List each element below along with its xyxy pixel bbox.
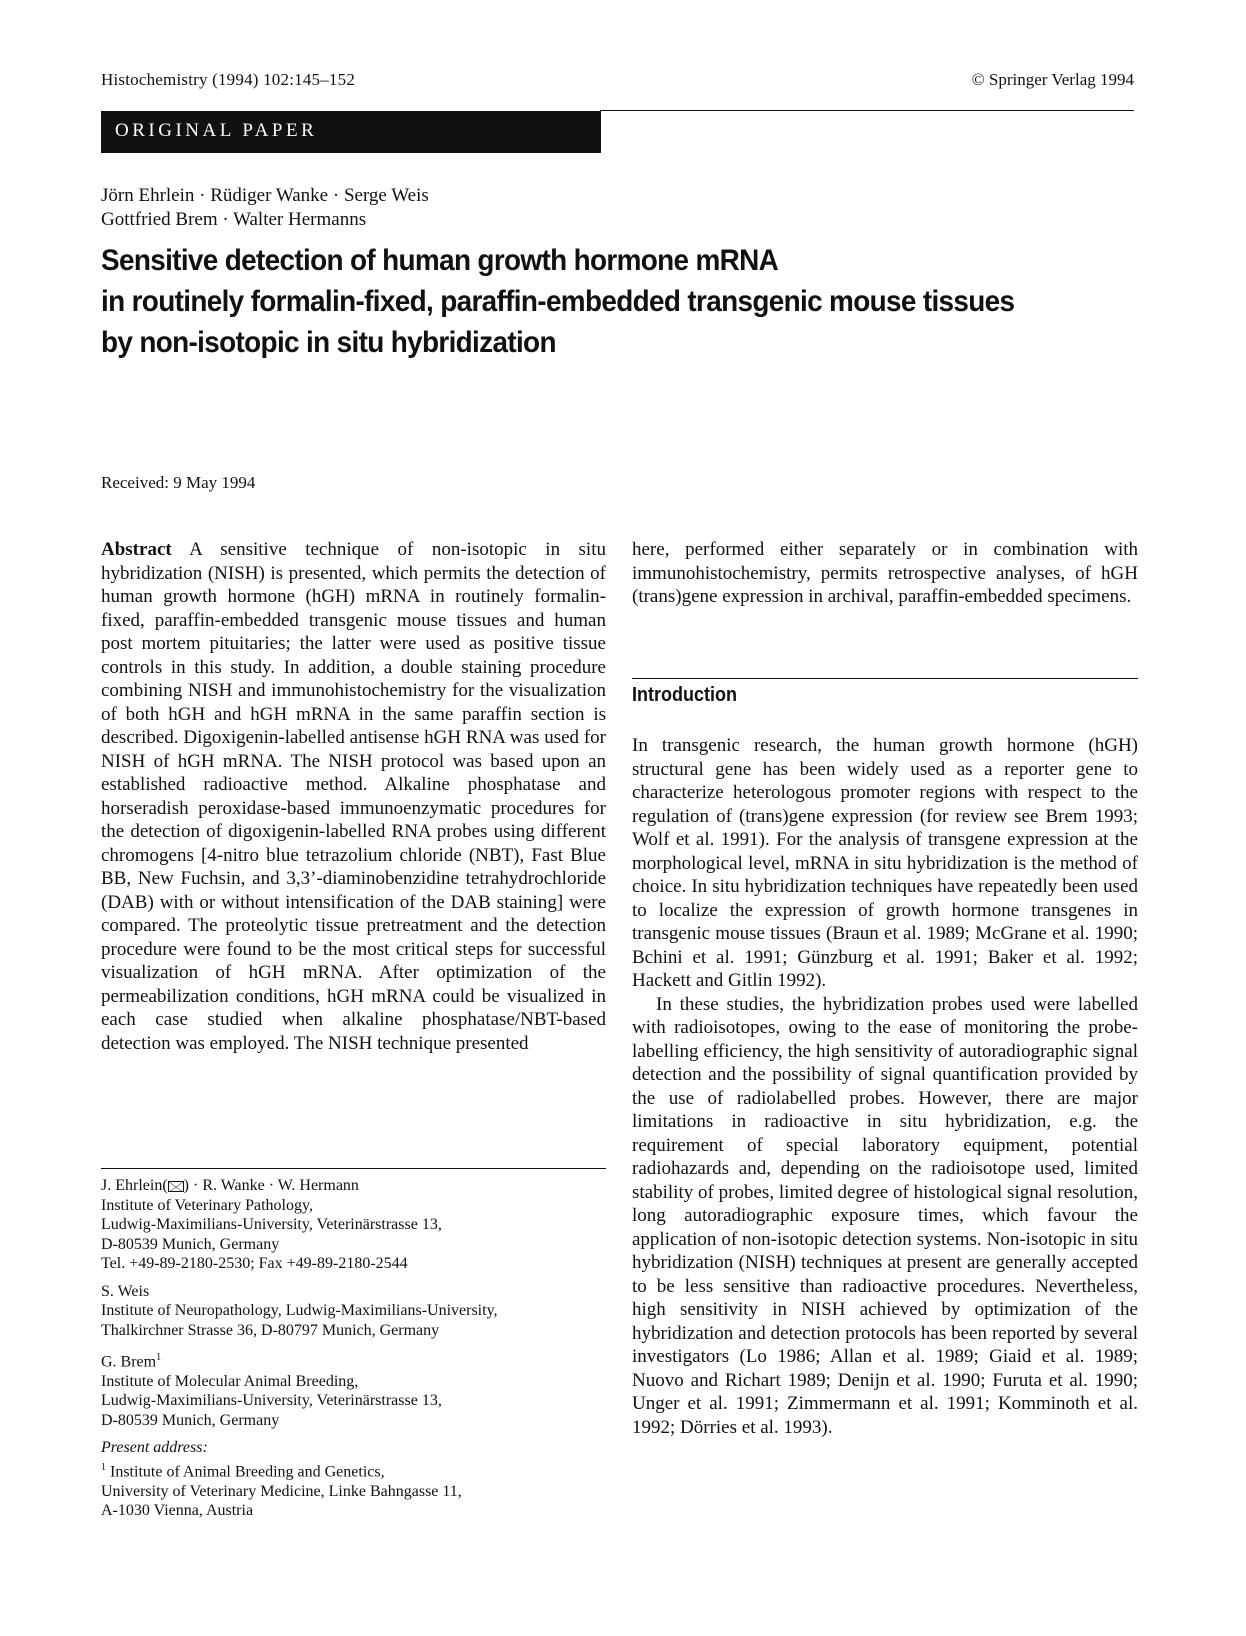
affiliation-line: Ludwig-Maximilians-University, Veterinärstrasse 13, bbox=[101, 1216, 442, 1233]
introduction-heading: Introduction bbox=[632, 684, 737, 706]
affiliation-block bbox=[101, 1176, 606, 1274]
title-line: by non-isotopic in situ hybridization bbox=[101, 326, 556, 359]
affiliations bbox=[101, 1176, 606, 1529]
header-rule bbox=[600, 110, 1134, 111]
received-date: Received: 9 May 1994 bbox=[101, 473, 256, 492]
affiliation-line: A-1030 Vienna, Austria bbox=[101, 1502, 254, 1520]
affiliation-line: Thalkirchner Strasse 36, D-80797 Munich, Germany bbox=[101, 1321, 440, 1339]
journal-citation: Histochemistry (1994) 102:145–152 bbox=[101, 70, 356, 89]
affiliation-block bbox=[101, 1282, 606, 1341]
section-rule bbox=[632, 678, 1138, 679]
article-type-banner bbox=[101, 111, 601, 153]
contact-line: Tel. +49-89-2180-2530; Fax +49-89-2180-2544 bbox=[101, 1255, 408, 1272]
affiliation-names: G. Brem$^1$ bbox=[101, 1352, 162, 1371]
envelope-icon bbox=[168, 1181, 184, 1192]
introduction-paragraph: In these studies, the hybridization probes used were labelled with radioisotopes, owing to the ease of monitoring the probe-labelling efficiency, the high sensitivity of autoradiographic signal detection and the possibility of signal quantification provided by the use of radiolabelled probes. However, there are major limitations in radioactive in situ hybridization, e.g. the requirement of special laboratory equipment, potential radiohazards and, depending on the radioisotope used, limited stability of probes, limited degree of histological signal resolution, long autoradiographic exposure times, which favour the application of non-isotopic detection systems. Non-isotopic in situ hybridization (NISH) techniques at present are generally accepted to be less sensitive than radioactive procedures. Nevertheless, high sensitivity in NISH achieved by optimization of the hybridization and detection protocols has been reported by several investigators (Lo 1986; Allan et al. 1989; Giaid et al. 1989; Nuovo and Richart 1989; Denijn et al. 1990; Furuta et al. 1990; Unger et al. 1991; Zimmermann et al. 1991; Komminoth et al. 1992; Dörries et al. 1993). bbox=[632, 993, 1138, 1438]
title-line: in routinely formalin-fixed, paraffin-embedded transgenic mouse tissues bbox=[101, 285, 1015, 318]
article-title bbox=[101, 240, 1152, 363]
affiliation-line: University of Veterinary Medicine, Linke Bahngasse 11, bbox=[101, 1482, 462, 1500]
affiliation-line: Institute of Veterinary Pathology, bbox=[101, 1196, 313, 1214]
affiliation-line: Ludwig-Maximilians-University, Veterinärstrasse 13, bbox=[101, 1392, 442, 1410]
affiliation-names: J. Ehrlein( ) · R. Wanke · W. Hermann bbox=[101, 1177, 359, 1194]
footnote-rule bbox=[101, 1168, 606, 1169]
article-type-label: ORIGINAL PAPER bbox=[115, 120, 318, 141]
affiliation-line: Institute of Neuropathology, Ludwig-Maximilians-University, bbox=[101, 1302, 498, 1319]
affiliation-line: $^1$ Institute of Animal Breeding and Genetics, bbox=[101, 1461, 385, 1481]
affiliation-line: D-80539 Munich, Germany bbox=[101, 1235, 280, 1253]
affiliation-line: D-80539 Munich, Germany bbox=[101, 1411, 280, 1429]
abstract-label: Abstract bbox=[101, 539, 172, 560]
affiliation-block bbox=[101, 1348, 606, 1430]
introduction-body bbox=[632, 734, 1138, 1439]
abstract-continued bbox=[632, 538, 1138, 609]
abstract-continued-text: here, performed either separately or in combination with immunohistochemistry, permits retrospective analyses, of hGH (trans)gene expression in archival, paraffin-embedded specimens. bbox=[632, 539, 1138, 607]
copyright-notice: © Springer Verlag 1994 bbox=[971, 70, 1134, 89]
author-line: Jörn Ehrlein · Rüdiger Wanke · Serge Weis bbox=[101, 185, 429, 206]
abstract-column bbox=[101, 538, 606, 1055]
author-list bbox=[101, 184, 429, 232]
abstract-paragraph bbox=[101, 538, 606, 1055]
abstract-text: A sensitive technique of non-isotopic in situ hybridization (NISH) is presented, which permits the detection of human growth hormone (hGH) mRNA in routinely formalin-fixed, paraffin-embedded transgenic mouse tissues and human post mortem pituitaries; the latter were used as positive tissue controls in this study. In addition, a double staining procedure combining NISH and immunohistochemistry for the visualization of both hGH and hGH mRNA in the same paraffin section is described. Digoxigenin-labelled antisense hGH RNA was used for NISH of hGH mRNA. The NISH protocol was based upon an established radioactive method. Alkaline phosphatase and horseradish peroxidase-based immunoenzymatic procedures for the detection of digoxigenin-labelled RNA probes using different chromogens [4-nitro blue tetrazolium chloride (NBT), Fast Blue BB, New Fuchsin, and 3,3’-diaminobenzidine tetrahydrochloride (DAB) with or without intensification of the DAB staining] were compared. The proteolytic tissue pretreatment and the detection procedure were found to be the most critical steps for successful visualization of hGH mRNA. After optimization of the permeabilization conditions, hGH mRNA could be visualized in each case studied when alkaline phosphatase/NBT-based detection was employed. The NISH technique presented bbox=[101, 539, 606, 1054]
present-address-label: Present address: bbox=[101, 1439, 208, 1457]
introduction-paragraph: In transgenic research, the human growth hormone (hGH) structural gene has been widely used as a reporter gene to characterize heterologous promoter regions with respect to the regulation of (trans)gene expression (for review see Brem 1993; Wolf et al. 1991). For the analysis of transgene expression at the morphological level, mRNA in situ hybridization is the method of choice. In situ hybridization techniques have repeatedly been used to localize the expression of growth hormone transgenes in transgenic mouse tissues (Braun et al. 1989; McGrane et al. 1990; Bchini et al. 1991; Günzburg et al. 1991; Baker et al. 1992; Hackett and Gitlin 1992). bbox=[632, 735, 1138, 991]
present-address-block bbox=[101, 1438, 606, 1520]
affiliation-names: S. Weis bbox=[101, 1282, 150, 1300]
affiliation-line: Institute of Molecular Animal Breeding, bbox=[101, 1372, 359, 1390]
author-line: Gottfried Brem · Walter Hermanns bbox=[101, 209, 367, 230]
title-line: Sensitive detection of human growth hormone mRNA bbox=[101, 244, 779, 277]
